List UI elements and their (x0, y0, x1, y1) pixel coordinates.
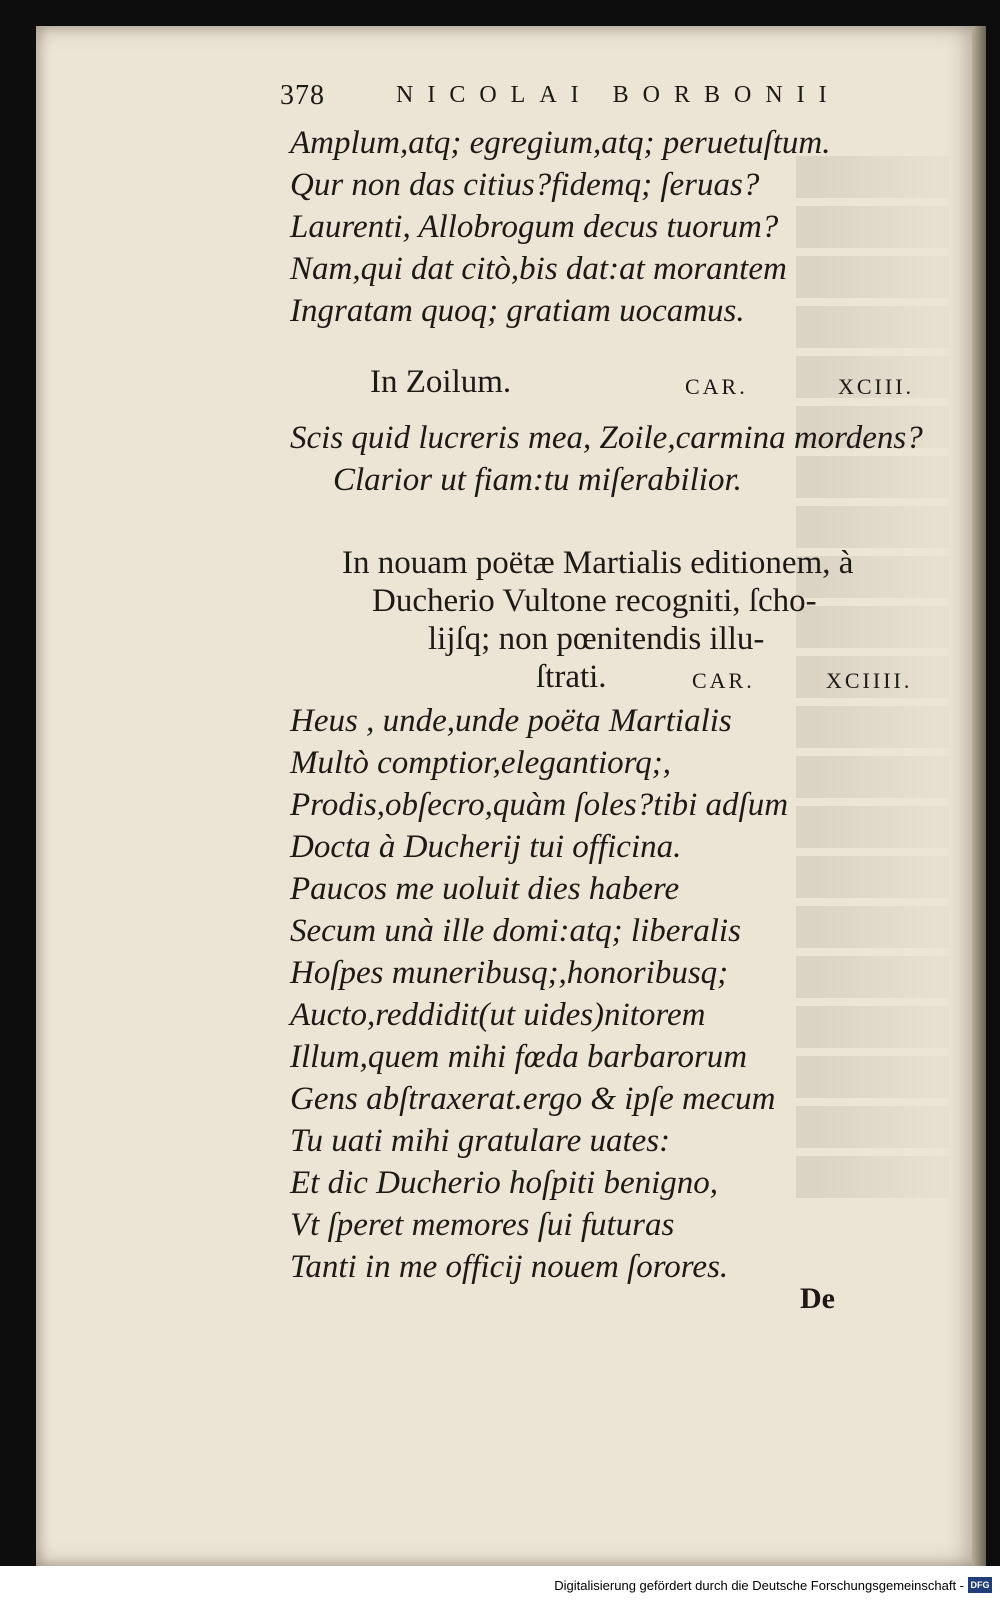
running-title: NICOLAI BORBONII (396, 82, 841, 108)
poem-3-car-label: CAR. (692, 668, 755, 693)
page-edge-shadow (972, 26, 986, 1566)
poem-3-number: XCIIII. (826, 668, 913, 693)
poem-3-title-line: Ducherio Vultone recogniti, ſcho- (372, 583, 817, 619)
poem-3-line: Multò comptior,elegantiorq;, (290, 745, 671, 781)
poem-3-line: Heus , unde,unde poëta Martialis (290, 703, 732, 739)
poem-3-line: Aucto,reddidit(ut uides)nitorem (290, 997, 706, 1033)
poem-3-title-line: ſtrati. (536, 659, 607, 695)
poem-3-line: Secum unà ille domi:atq; liberalis (290, 913, 741, 949)
poem-1-line: Ingratam quoq; gratiam uocamus. (290, 293, 745, 329)
poem-1-line: Laurenti, Allobrogum decus tuorum? (290, 209, 779, 245)
poem-3-line: Illum,quem mihi fœda barbarorum (290, 1039, 748, 1075)
bleed-through-text (796, 156, 966, 1356)
poem-3-line: Prodis,obſecro,quàm ſoles?tibi adſum (290, 787, 789, 823)
poem-3-line: Tanti in me officij nouem ſorores. (290, 1249, 729, 1285)
poem-3-line: Et dic Ducherio hoſpiti benigno, (290, 1165, 719, 1201)
digitization-footer (0, 1566, 1000, 1609)
poem-3-line: Tu uati mihi gratulare uates: (290, 1123, 671, 1159)
poem-1-line: Qur non das citius?fidemq; ſeruas? (290, 167, 760, 203)
poem-2-line: Clarior ut fiam:tu miſerabilior. (333, 462, 742, 498)
page-number: 378 (280, 80, 325, 111)
poem-3-title-line: In nouam poëtæ Martialis editionem, à (342, 545, 854, 581)
poem-3-line: Hoſpes muneribusq;,honoribusq; (290, 955, 729, 991)
poem-3-line: Docta à Ducherij tui officina. (290, 829, 682, 865)
poem-3-title-line: lijſq; non pœnitendis illu- (428, 621, 765, 657)
poem-3-line: Paucos me uoluit dies habere (290, 871, 680, 907)
poem-1-line: Amplum,atq; egregium,atq; peruetuſtum. (290, 125, 831, 161)
poem-1-line: Nam,qui dat citò,bis dat:at morantem (290, 251, 787, 287)
footer-credit-text: Digitalisierung gefördert durch die Deutsche Forschungsgemeinschaft - (554, 1578, 964, 1593)
catchword: De (800, 1282, 835, 1315)
poem-3-line: Vt ſperet memores ſui futuras (290, 1207, 675, 1243)
poem-2-title: In Zoilum. (370, 364, 512, 400)
poem-2-line: Scis quid lucreris mea, Zoile,carmina mordens? (290, 420, 923, 456)
dfg-logo-icon: DFG (968, 1577, 992, 1593)
poem-2-number: XCIII. (838, 374, 915, 399)
poem-2-car-label: CAR. (685, 374, 748, 399)
poem-3-line: Gens abſtraxerat.ergo & ipſe mecum (290, 1081, 776, 1117)
